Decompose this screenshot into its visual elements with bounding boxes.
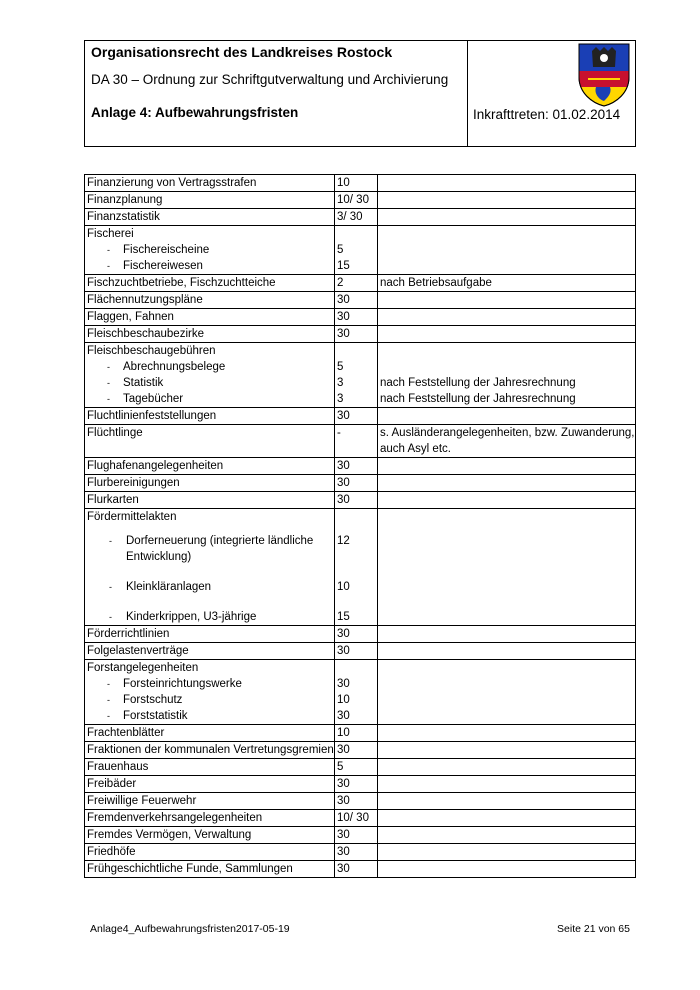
retention-years: 30 [335,458,378,475]
bullet-dash: - [107,679,110,689]
retention-years: 10/ 30 [335,192,378,209]
sub-item-label: Fischereiwesen [123,260,203,272]
years-cell [335,660,378,725]
category-name: Flughafenangelegenheiten [85,458,335,475]
retention-years: 30 [335,626,378,643]
retention-years: 30 [335,309,378,326]
remark [378,626,636,643]
category-name: Fischerei [87,228,134,240]
retention-years: 30 [335,292,378,309]
sub-item-years: 30 [337,678,350,690]
note-cell [378,660,636,725]
sub-item [87,258,334,274]
retention-years: 30 [335,492,378,509]
note-cell [378,343,636,408]
sub-item-label: Kleinkläranlagen [126,581,212,593]
table-row [85,861,636,878]
category-cell [85,343,335,408]
remark [378,759,636,776]
retention-years: 30 [335,475,378,492]
remark: nach Betriebsaufgabe [378,275,636,292]
sub-item-label: Abrechnungsbelege [123,361,226,373]
sub-item-note: nach Feststellung der Jahresrechnung [380,393,576,405]
retention-years: 30 [335,776,378,793]
remark [378,192,636,209]
category-name: Finanzierung von Vertragsstrafen [85,175,335,192]
bullet-dash: - [109,536,112,546]
retention-years: 30 [335,827,378,844]
header-divider [467,41,468,146]
sub-item-years: 10 [337,581,350,593]
category-name: Flurbereinigungen [85,475,335,492]
retention-years: 30 [335,861,378,878]
category-name: Fraktionen der kommunalen Vertretungsgremien [85,742,335,759]
remark [378,492,636,509]
retention-years: 10/ 30 [335,810,378,827]
sub-item-label: Tagebücher [123,393,184,405]
table-row [85,292,636,309]
table-row [85,209,636,226]
sub-item-label: Dorferneuerung (integrierte ländliche Entwicklung) [126,535,314,563]
table-row [85,742,636,759]
retention-years: - [335,425,378,458]
category-name: Fördermittelakten [87,511,177,523]
retention-years: 30 [335,326,378,343]
table-row [85,425,636,458]
table-row [85,725,636,742]
table-row [85,643,636,660]
table-row [85,844,636,861]
table-row [85,626,636,643]
sub-item-years: 10 [337,694,350,706]
sub-item-label: Kinderkrippen, U3-jährige [126,611,257,623]
remark [378,475,636,492]
sub-item-label: Forstschutz [123,694,183,706]
note-cell [378,509,636,626]
sub-item-note [380,692,635,708]
footer-filename: Anlage4_Aufbewahrungsfristen2017-05-19 [90,923,290,935]
organization-title: Organisationsrecht des Landkreises Rostock [91,44,393,60]
sub-item [87,708,334,724]
table-row [85,660,636,725]
bullet-dash: - [107,261,110,271]
sub-item [87,609,334,625]
sub-item-label: Statistik [123,377,164,389]
table-row [85,492,636,509]
table-row [85,509,636,626]
table-row [85,226,636,275]
category-name: Forstangelegenheiten [87,662,199,674]
sub-item-note [380,242,635,258]
bullet-dash: - [109,582,112,592]
table-row [85,793,636,810]
sub-item-note [380,359,635,375]
category-name: Fleischbeschaugebühren [87,345,216,357]
sub-item [87,359,334,375]
category-name: Finanzplanung [85,192,335,209]
remark [378,292,636,309]
table-row [85,343,636,408]
sub-item [87,242,334,258]
table-row [85,175,636,192]
years-cell [335,509,378,626]
table-row [85,827,636,844]
table-row [85,810,636,827]
remark [378,408,636,425]
sub-item-label: Forsteinrichtungswerke [123,678,242,690]
remark [378,643,636,660]
years-cell [335,343,378,408]
retention-years: 5 [335,759,378,776]
sub-item [87,692,334,708]
retention-years: 30 [335,408,378,425]
document-header [84,40,636,147]
bullet-dash: - [107,362,110,372]
directive-title: DA 30 – Ordnung zur Schriftgutverwaltung und Archivierung [91,72,449,87]
category-name: Flaggen, Fahnen [85,309,335,326]
category-name: Fremdes Vermögen, Verwaltung [85,827,335,844]
remark [378,742,636,759]
sub-item-label: Fischereischeine [123,244,210,256]
remark [378,309,636,326]
sub-item [87,375,334,391]
sub-item [87,391,334,407]
remark [378,844,636,861]
retention-years: 30 [335,742,378,759]
table-row [85,275,636,292]
category-name: Förderrichtlinien [85,626,335,643]
sub-item-years: 15 [337,260,350,272]
table-row [85,309,636,326]
remark [378,458,636,475]
category-name: Fleischbeschaubezirke [85,326,335,343]
bullet-dash: - [107,394,110,404]
category-name: Frauenhaus [85,759,335,776]
sub-item-years: 15 [337,611,350,623]
remark [378,776,636,793]
remark [378,209,636,226]
sub-item [87,533,334,565]
remark [378,827,636,844]
sub-item-note [380,609,635,625]
bullet-dash: - [109,612,112,622]
sub-item-label: Forststatistik [123,710,188,722]
bullet-dash: - [107,378,110,388]
sub-item-years: 5 [337,244,344,256]
category-cell [85,226,335,275]
category-name: Flüchtlinge [85,425,335,458]
bullet-dash: - [107,245,110,255]
sub-item-years: 3 [337,393,344,405]
category-cell [85,660,335,725]
retention-years: 30 [335,643,378,660]
sub-item-note [380,676,635,692]
remark: s. Ausländerangelegenheiten, bzw. Zuwanderung, auch Asyl etc. [378,425,636,458]
retention-years: 30 [335,844,378,861]
sub-item-years: 12 [337,535,350,547]
category-name: Freibäder [85,776,335,793]
table-row [85,326,636,343]
note-cell [378,226,636,275]
sub-item-note [380,579,635,595]
sub-item-note [380,258,635,274]
remark [378,810,636,827]
retention-years: 3/ 30 [335,209,378,226]
footer-page-number: Seite 21 von 65 [557,923,630,935]
remark [378,725,636,742]
category-name: Fluchtlinienfeststellungen [85,408,335,425]
category-name: Flächennutzungspläne [85,292,335,309]
retention-years: 30 [335,793,378,810]
annex-title: Anlage 4: Aufbewahrungsfristen [91,105,299,120]
remark [378,861,636,878]
sub-item-years: 30 [337,710,350,722]
category-name: Frachtenblätter [85,725,335,742]
retention-years: 2 [335,275,378,292]
sub-item-years: 3 [337,377,344,389]
retention-years: 10 [335,175,378,192]
years-cell [335,226,378,275]
retention-years: 10 [335,725,378,742]
table-row [85,776,636,793]
table-row [85,458,636,475]
table-row [85,408,636,425]
category-name: Fischzuchtbetriebe, Fischzuchtteiche [85,275,335,292]
remark [378,175,636,192]
coat-of-arms-icon [578,43,630,107]
sub-item [87,676,334,692]
sub-item-note [380,708,635,724]
remark [378,793,636,810]
category-name: Flurkarten [85,492,335,509]
category-name: Freiwillige Feuerwehr [85,793,335,810]
table-row [85,759,636,776]
sub-item-years: 5 [337,361,344,373]
category-name: Friedhöfe [85,844,335,861]
bullet-dash: - [107,695,110,705]
category-name: Finanzstatistik [85,209,335,226]
sub-item-note [380,533,635,565]
sub-item-note: nach Feststellung der Jahresrechnung [380,377,576,389]
retention-table [84,174,636,878]
sub-item [87,579,334,595]
category-name: Folgelastenverträge [85,643,335,660]
category-name: Fremdenverkehrsangelegenheiten [85,810,335,827]
table-row [85,475,636,492]
bullet-dash: - [107,711,110,721]
table-row [85,192,636,209]
category-name: Frühgeschichtliche Funde, Sammlungen [85,861,335,878]
effective-date: Inkrafttreten: 01.02.2014 [473,107,621,122]
remark [378,326,636,343]
category-cell [85,509,335,626]
